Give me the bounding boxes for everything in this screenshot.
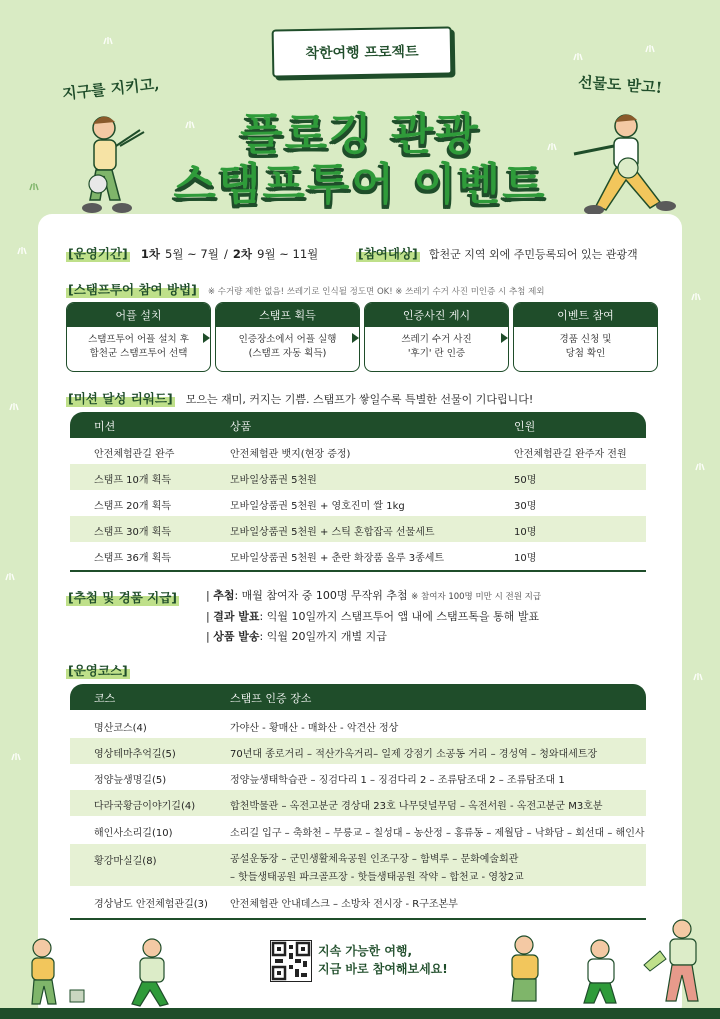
target-label: [참여대상] [358, 246, 418, 261]
step-2-line2: (스탬프 자동 획득) [248, 348, 327, 359]
round2-label: 2차 [232, 247, 253, 261]
target-text: 합천군 지역 외에 주민등록되어 있는 관광객 [428, 248, 638, 261]
course-table-header [70, 684, 646, 710]
reward-prize: 모바일상품권 5천원 + 스틱 혼합잡곡 선물세트 [230, 527, 435, 538]
bottom-left-characters-illustration [20, 930, 200, 1010]
reward-col-mission: 미션 [94, 420, 116, 433]
period-separator: / [223, 247, 228, 261]
course-places: 70년대 종로거리 – 적산가옥거리– 일제 강점기 소공동 거리 – 경성역 – 청와대세트장 [230, 749, 598, 760]
cta-line1: 지속 가능한 여행, [318, 944, 413, 958]
result-key: 결과 발표 [213, 610, 260, 623]
bottom-right-characters-illustration [500, 915, 715, 1010]
table-row [70, 886, 646, 916]
course-places: 정양늪생태학습관 – 징검다리 1 – 징검다리 2 – 조류탐조대 2 – 조류탐조대 1 [230, 775, 565, 786]
reward-count: 10명 [514, 527, 537, 538]
step-3 [364, 302, 509, 372]
shipping-text: : 익월 20일까지 개별 지급 [259, 630, 387, 643]
step-1-title: 어플 설치 [67, 303, 210, 327]
round1-label: 1차 [140, 247, 160, 261]
table-row [70, 764, 646, 790]
course-name: 정양늪생명길(5) [94, 775, 167, 786]
course-name: 황강마실길(8) [94, 856, 157, 867]
course-places: 공설운동장 – 군민생활체육공원 인조구장 – 함벽루 – 문화예술회관 [230, 854, 519, 865]
result-text: : 익월 10일까지 스탬프투어 앱 내에 스탬프톡을 통해 발표 [259, 610, 539, 623]
course-name: 명산코스(4) [94, 723, 147, 734]
course-places: 소리길 입구 – 축화천 – 무릉교 – 칠성대 – 농산정 – 홍류동 – 제월담 – 낙화담 – 회선대 – 해인사 [230, 828, 645, 839]
method-note: ※ 수거량 제한 없음! 쓰레기로 인식될 정도면 OK! ※ 쓰레기 수거 사진 미인증 시 추첨 제외 [207, 287, 545, 297]
step-arrow-icon [352, 333, 359, 343]
cta-line2: 지금 바로 참여해보세요! [318, 962, 448, 976]
table-row [70, 790, 646, 816]
reward-count: 50명 [514, 475, 537, 486]
step-4-line2: 당첨 확인 [565, 348, 606, 359]
reward-col-count: 인원 [514, 420, 536, 433]
reward-table-divider [70, 570, 646, 572]
table-row [70, 516, 646, 542]
page-title-line1: 플로깅 관광 [240, 109, 480, 160]
reward-col-prize: 상품 [230, 420, 252, 433]
reward-tagline: 모으는 재미, 커지는 기쁨. 스탬프가 쌓일수록 특별한 선물이 기다립니다! [185, 393, 534, 406]
draw-label: [추첨 및 경품 지급] [68, 590, 178, 605]
method-section [66, 279, 545, 298]
target-section [356, 243, 638, 262]
course-name: 다라국황금이야기길(4) [94, 801, 196, 812]
table-row [70, 712, 646, 738]
reward-count: 10명 [514, 553, 537, 564]
shipping-key: 상품 발송 [213, 630, 260, 643]
course-col-places: 스탬프 인증 장소 [230, 692, 312, 705]
call-to-action [318, 942, 448, 978]
table-row [70, 738, 646, 764]
reward-mission: 안전체험관길 완주 [94, 449, 175, 460]
reward-count: 30명 [514, 501, 537, 512]
round2-period: 9월 ~ 11월 [257, 247, 319, 261]
reward-prize: 안전체험관 뱃지(현장 증정) [230, 449, 351, 460]
draw-key: 추첨 [213, 589, 235, 602]
step-2 [215, 302, 360, 372]
course-name: 경상남도 안전체험관길(3) [94, 899, 208, 910]
method-label: [스탬프투어 참여 방법] [68, 282, 197, 297]
step-4-line1: 경품 신청 및 [559, 334, 612, 345]
draw-text: : 매월 참여자 중 100명 무작위 추첨 [234, 589, 408, 602]
period-label: [운영기간] [68, 246, 128, 261]
step-1 [66, 302, 211, 372]
round1-period: 5월 ~ 7월 [165, 247, 219, 261]
reward-table-header [70, 412, 646, 438]
table-row [70, 438, 646, 464]
step-3-line2: '후기' 란 인증 [407, 348, 466, 359]
reward-mission: 스탬프 36개 획득 [94, 553, 172, 564]
left-slogan: 지구를 지키고, [61, 74, 161, 104]
draw-label-wrap [66, 587, 179, 606]
course-name: 영상테마추억길(5) [94, 749, 176, 760]
reward-prize: 모바일상품권 5천원 [230, 475, 317, 486]
step-2-line1: 인증장소에서 어플 실행 [238, 334, 337, 345]
reward-count: 안전체험관길 완주자 전원 [514, 449, 627, 460]
right-slogan: 선물도 받고! [577, 73, 663, 97]
reward-mission: 스탬프 10개 획득 [94, 475, 172, 486]
course-name: 해인사소리길(10) [94, 828, 173, 839]
reward-label: [미션 달성 리워드] [68, 391, 173, 406]
step-4-title: 이벤트 참여 [514, 303, 657, 327]
step-4 [513, 302, 658, 372]
course-places: 안전체험관 안내데스크 – 소방차 전시장 - R구조본부 [230, 899, 458, 910]
table-row [70, 816, 646, 844]
course-places: – 핫들생태공원 파크골프장 - 핫들생태공원 작약 – 합천교 - 영창2교 [230, 872, 524, 883]
course-label-wrap [66, 660, 130, 679]
reward-mission: 스탬프 20개 획득 [94, 501, 172, 512]
step-2-title: 스탬프 획득 [216, 303, 359, 327]
course-label: [운영코스] [68, 663, 128, 678]
draw-note: ※ 참여자 100명 미만 시 전원 지급 [411, 592, 542, 602]
step-1-line2: 합천군 스탬프투어 선택 [89, 348, 188, 359]
table-row [70, 490, 646, 516]
step-3-line1: 쓰레기 수거 사진 [401, 334, 472, 345]
course-places: 가야산 - 황매산 - 매화산 - 악견산 정상 [230, 723, 399, 734]
reward-mission: 스탬프 30개 획득 [94, 527, 172, 538]
table-row [70, 844, 646, 886]
course-places: 합천박물관 – 옥전고분군 경상대 23호 나무덧널무덤 – 옥전서원 - 옥전고분군 M3호분 [230, 801, 603, 812]
table-row [70, 464, 646, 490]
reward-prize: 모바일상품권 5천원 + 영호진미 쌀 1kg [230, 501, 405, 512]
page-title-line2: 스탬프투어 이벤트 [173, 159, 547, 210]
step-arrow-icon [501, 333, 508, 343]
reward-prize: 모바일상품권 5천원 + 춘란 화장품 올루 3종세트 [230, 553, 445, 564]
bottom-bar [0, 1008, 720, 1019]
table-row [70, 542, 646, 568]
step-1-line1: 스탬프투어 어플 설치 후 [88, 334, 189, 345]
reward-section [66, 388, 533, 407]
qr-code-icon[interactable] [270, 940, 312, 982]
draw-details: | 추첨: 매월 참여자 중 100명 무작위 추첨 ※ 참여자 100명 미만 시 전원 지급 | 결과 발표: 익월 10일까지 스탬프투어 앱 내에 스탬프톡을 통해 발표 | 상품 발송: 익월 20일까지 개별 지급 [206, 589, 542, 643]
course-col-name: 코스 [94, 692, 116, 705]
step-3-title: 인증사진 게시 [365, 303, 508, 327]
period-section [66, 243, 318, 262]
step-arrow-icon [203, 333, 210, 343]
project-badge: 착한여행 프로젝트 [272, 26, 453, 77]
